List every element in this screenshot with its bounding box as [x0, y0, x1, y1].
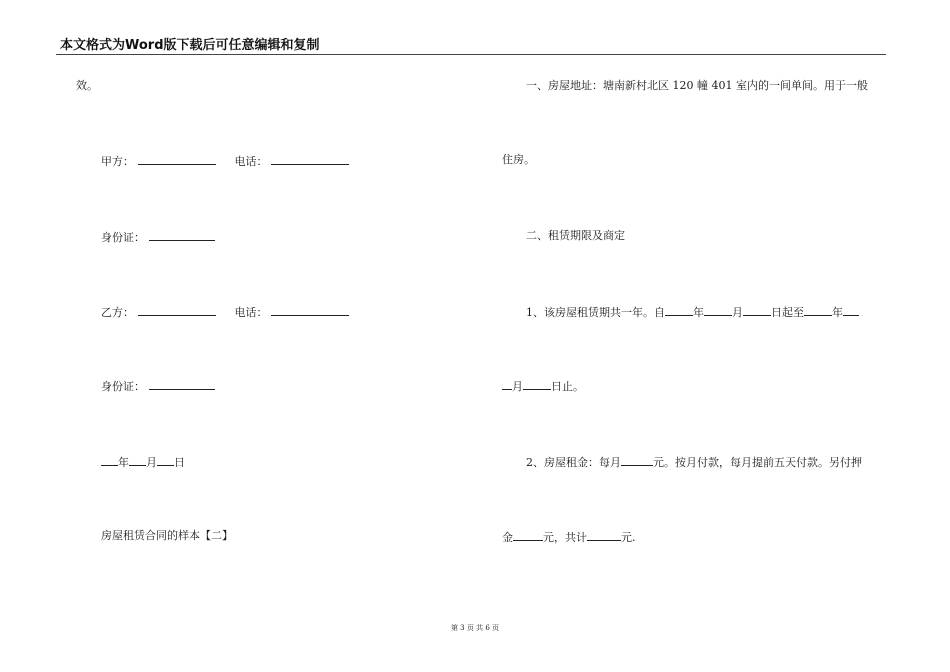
year-blank	[101, 454, 118, 466]
party-a-id-label: 身份证：	[101, 231, 145, 244]
rent-line	[526, 454, 862, 470]
page-current: 3	[460, 624, 465, 632]
effect-text: 效。	[76, 79, 98, 92]
term-day2-blank	[523, 378, 551, 390]
party-b-label: 乙方：	[101, 306, 134, 319]
rent-amount-blank	[621, 454, 653, 466]
party-a-line	[101, 153, 349, 169]
total-amount-blank	[587, 529, 621, 541]
page-label-b: 页 共	[466, 624, 484, 632]
date-line	[101, 454, 185, 470]
term-year2-blank	[804, 304, 832, 316]
address-cont-text: 住房。	[502, 153, 535, 166]
address-cont-line	[502, 153, 535, 167]
rent-mid: 元。按月付款，每月提前五天付款。另付押	[653, 456, 862, 469]
section-2-text: 二、租赁期限及商定	[526, 229, 625, 242]
page-total: 6	[485, 624, 490, 632]
address-text: 一、房屋地址：塘南新村北区 120 幢 401 室内的一间单间。用于一般	[526, 79, 868, 92]
deposit-mid: 元，共计	[543, 531, 587, 544]
deposit-line	[502, 529, 636, 545]
sample-title-line	[101, 529, 233, 543]
term-year-label: 年	[693, 306, 704, 319]
party-b-phone-blank	[271, 304, 349, 316]
day-blank	[157, 454, 174, 466]
address-line	[526, 79, 868, 93]
term-month2-blank	[502, 378, 512, 390]
party-a-id-blank	[149, 229, 215, 241]
page-label-c: 页	[492, 624, 500, 632]
party-b-id-line	[101, 378, 215, 394]
term-month2-label: 月	[512, 380, 523, 393]
term-prefix: 1、该房屋租赁期共一年。自	[526, 306, 665, 319]
party-b-id-label: 身份证：	[101, 380, 145, 393]
term-line	[526, 304, 859, 320]
deposit-end: 元.	[621, 531, 636, 544]
day-label: 日	[174, 456, 185, 469]
term-year-blank	[665, 304, 693, 316]
sample-title: 房屋租赁合同的样本【二】	[101, 529, 233, 542]
term-day-blank	[743, 304, 771, 316]
party-a-phone-blank	[271, 153, 349, 165]
rent-prefix: 2、房屋租金：每月	[526, 456, 621, 469]
section-2-heading	[526, 229, 625, 243]
header-title: 本文格式为Word版下载后可任意编辑和复制	[60, 38, 320, 53]
term-end: 日止。	[551, 380, 584, 393]
page-label-a: 第	[450, 624, 458, 632]
text-line-effect	[76, 79, 98, 93]
year-label: 年	[118, 456, 129, 469]
deposit-amount-blank	[513, 529, 543, 541]
term-month-label: 月	[732, 306, 743, 319]
term-end-line	[502, 378, 584, 394]
month-label: 月	[146, 456, 157, 469]
party-a-label: 甲方：	[101, 155, 134, 168]
party-b-name-blank	[138, 304, 216, 316]
term-day-from: 日起至	[771, 306, 804, 319]
deposit-prefix: 金	[502, 531, 513, 544]
party-a-id-line	[101, 229, 215, 245]
term-trailing-blank	[843, 304, 859, 316]
party-b-id-blank	[149, 378, 215, 390]
page-footer	[0, 623, 950, 633]
party-b-phone-label: 电话：	[234, 306, 268, 319]
party-b-line	[101, 304, 349, 320]
term-year2-label: 年	[832, 306, 843, 319]
party-a-name-blank	[138, 153, 216, 165]
party-a-phone-label: 电话：	[234, 155, 268, 168]
month-blank	[129, 454, 146, 466]
term-month-blank	[704, 304, 732, 316]
document-header	[56, 32, 886, 55]
